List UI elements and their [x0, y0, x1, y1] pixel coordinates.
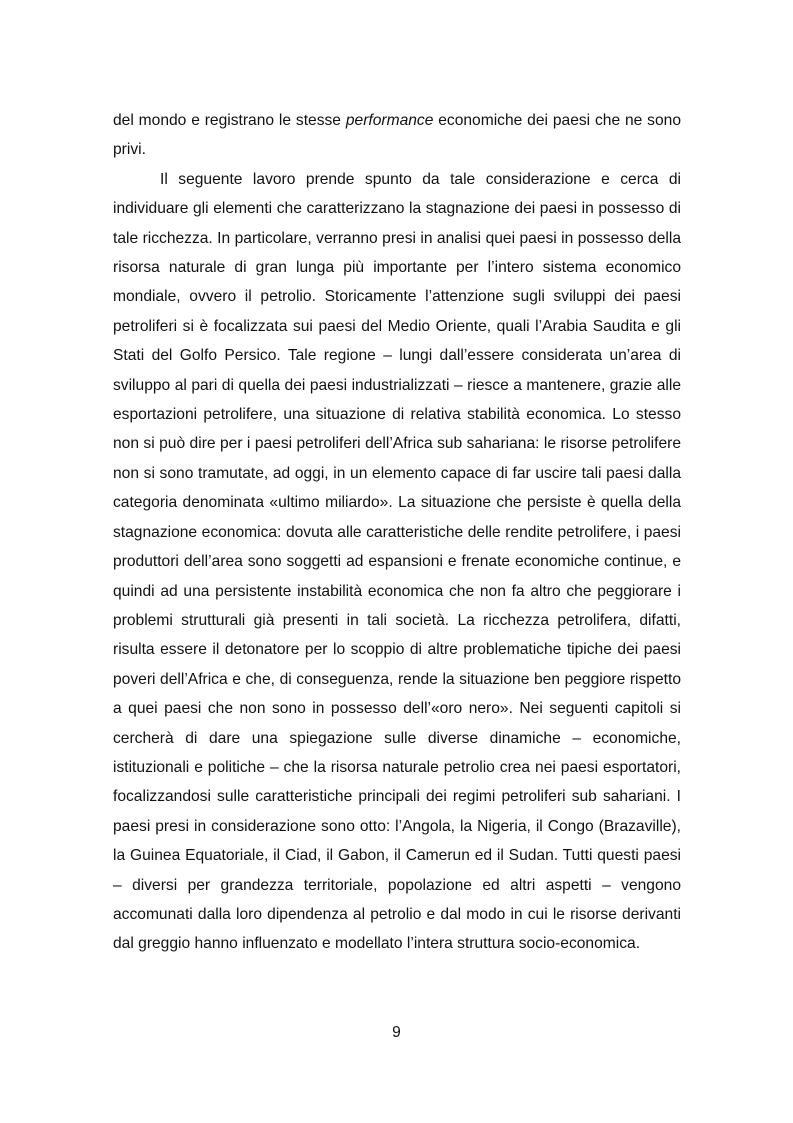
italic-term: performance: [345, 112, 434, 129]
page-number: 9: [392, 1024, 401, 1041]
document-body: [113, 106, 681, 959]
paragraph-main: Il seguente lavoro prende spunto da tale considerazione e cerca di individuare gli elementi che caratterizzano la stagnazione dei paesi in possesso di tale ricchezza. In particolare, verranno presi in analisi quei paesi in possesso della risorsa naturale di gran lunga più importante per l’intero sistema economico mondiale, ovvero il petrolio. Storicamente l’attenzione sugli sviluppi dei paesi petroliferi si è focalizzata sui paesi del Medio Oriente, quali l’Arabia Saudita e gli Stati del Golfo Persico. Tale regione – lungi dall’essere considerata un’area di sviluppo al pari di quella dei paesi industrializzati – riesce a mantenere, grazie alle esportazioni petrolifere, una situazione di relativa stabilità economica. Lo stesso non si può dire per i paesi petroliferi dell’Africa sub sahariana: le risorse petrolifere non si sono tramutate, ad oggi, in un elemento capace di far uscire tali paesi dalla categoria denominata «ultimo miliardo». La situazione che persiste è quella della stagnazione economica: dovuta alle caratteristiche delle rendite petrolifere, i paesi produttori dell’area sono soggetti ad espansioni e frenate economiche continue, e quindi ad una persistente instabilità economica che non fa altro che peggiorare i problemi strutturali già presenti in tali società. La ricchezza petrolifera, difatti, risulta essere il detonatore per lo scoppio di altre problematiche tipiche dei paesi poveri dell’Africa e che, di conseguenza, rende la situazione ben peggiore rispetto a quei paesi che non sono in possesso dell’«oro nero». Nei seguenti capitoli si cercherà di dare una spiegazione sulle diverse dinamiche – economiche, istituzionali e politiche – che la risorsa naturale petrolio crea nei paesi esportatori, focalizzandosi sulle caratteristiche principali dei regimi petroliferi sub sahariani. I paesi presi in considerazione sono otto: l’Angola, la Nigeria, il Congo (Brazaville), la Guinea Equatoriale, il Ciad, il Gabon, il Camerun ed il Sudan. Tutti questi paesi – diversi per grandezza territoriale, popolazione ed altri aspetti – vengono accomunati dalla loro dipendenza al petrolio e dal modo in cui le risorse derivanti dal greggio hanno influenzato e modellato l’intera struttura socio-economica.: [113, 170, 681, 953]
paragraph-continuation: [113, 106, 681, 165]
paragraph-text: economiche dei paesi che ne sono privi.: [113, 112, 681, 159]
paragraph-text: del mondo e registrano le stesse: [113, 112, 346, 129]
